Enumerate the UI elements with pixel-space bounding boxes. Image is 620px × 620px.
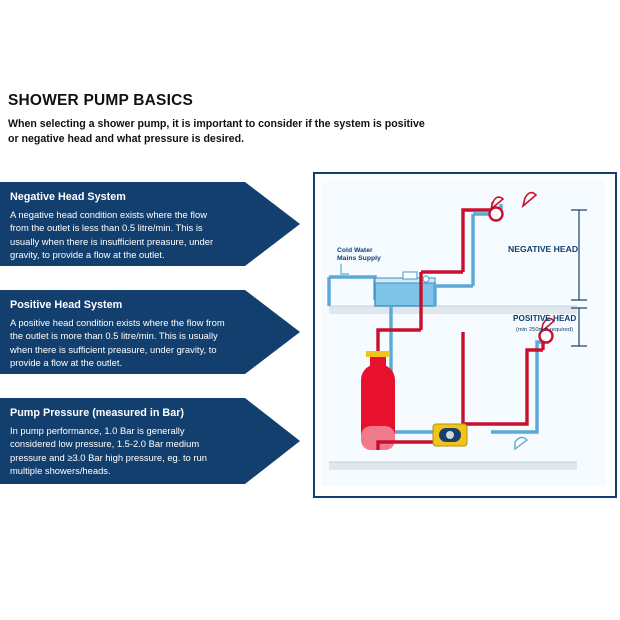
page-title: SHOWER PUMP BASICS (8, 92, 194, 109)
panel-body: In pump performance, 1.0 Bar is generally considered low pressure, 1.5-2.0 Bar medium pressure and ≥3.0 Bar high pressure, eg. to run multiple showers/heads. (10, 425, 207, 477)
panel-heading: Negative Head System (10, 191, 126, 203)
panel-heading: Pump Pressure (measured in Bar) (10, 407, 185, 419)
label-cold-water-line2: Mains Supply (337, 255, 381, 262)
panel-pump-pressure[interactable] (0, 398, 300, 484)
panel-negative-head-system[interactable] (0, 182, 300, 266)
plumbing-diagram (313, 172, 617, 498)
panel-heading: Positive Head System (10, 299, 123, 311)
label-negative-head: NEGATIVE HEAD (508, 244, 579, 254)
label-positive-head-note: (min 250mm required) (516, 327, 574, 333)
label-positive-head: POSITIVE HEAD (513, 314, 577, 323)
page-subtitle: When selecting a shower pump, it is important to consider if the system is positive or negative head and what pressure is desired. (8, 118, 425, 146)
panel-positive-head-system[interactable] (0, 290, 300, 374)
panel-body: A positive head condition exists where the flow from the outlet is more than 0.5 litre/min. This is usually when there is sufficient preasure, under gravity, to provide a flow at the outlet. (10, 317, 225, 369)
label-cold-water-line1: Cold Water (337, 247, 373, 254)
panel-body: A negative head condition exists where the flow from the outlet is less than 0.5 litre/min. This is usually when there is insufficient preasure, under gravity, to provide a flow at the outlet. (10, 209, 214, 261)
